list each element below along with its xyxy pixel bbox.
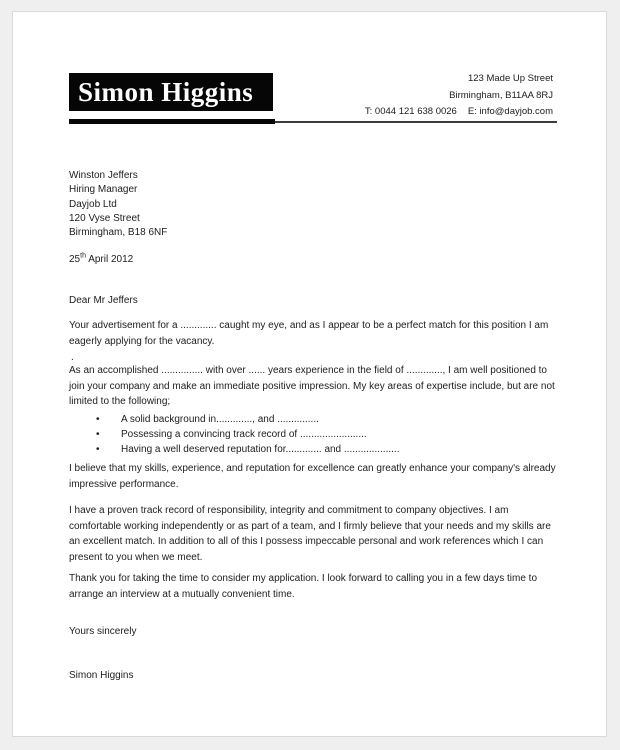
letterhead-name: Simon Higgins	[78, 76, 254, 107]
bullet-icon: •	[96, 429, 100, 440]
bullet-icon: •	[96, 444, 100, 455]
divider-thick-line	[69, 119, 275, 124]
date-ordinal: th	[80, 252, 86, 260]
paragraph-intro: Your advertisement for a ............. caught my eye, and as I appear to be a perfect match for this position I am eagerly applying for the vacancy.	[69, 320, 549, 347]
paragraph-skills: I believe that my skills, experience, and reputation for excellence can greatly enhance your company's already impressive performance.	[69, 463, 556, 490]
bullet-item	[96, 412, 556, 427]
paragraph-track-record: I have a proven track record of responsibility, integrity and commitment to company objectives. I am comfortable working independently or as part of a team, and I firmly believe that your needs and my skills are an excellent match. In addition to all of this I possess impeccable personal and work references which I can present to you when we meet.	[69, 505, 551, 563]
valediction: Yours sincerely	[69, 626, 137, 637]
bullet-icon: •	[96, 414, 100, 425]
recipient-address-block	[69, 169, 167, 240]
signature-name: Simon Higgins	[69, 670, 134, 681]
letter-page	[12, 11, 607, 737]
date-rest: April 2012	[85, 254, 134, 265]
letter-date	[69, 252, 133, 268]
bullet-item	[96, 427, 556, 442]
letterhead-contact-block	[365, 71, 553, 121]
paragraph-experience: As an accomplished ............... with over ...... years experience in the field of ............., I am well positioned to join your company and make an immediate positive impression. My key areas of expertise include, but are not limited to the following;	[69, 365, 555, 407]
letterhead-divider	[69, 119, 557, 125]
salutation: Dear Mr Jeffers	[69, 295, 138, 306]
expertise-bullet-list	[96, 412, 556, 457]
contact-email: E: info@dayjob.com	[467, 106, 553, 117]
recipient-name: Winston Jeffers	[69, 170, 138, 181]
bullet-text: Possessing a convincing track record of ........................	[121, 429, 367, 440]
bullet-item	[96, 442, 556, 457]
stray-period: .	[71, 352, 74, 363]
contact-street: 123 Made Up Street	[467, 73, 553, 84]
bullet-text: A solid background in............., and ...............	[121, 414, 319, 425]
bullet-text: Having a well deserved reputation for............. and ....................	[121, 444, 400, 455]
contact-phone: T: 0044 121 638 0026	[364, 106, 457, 117]
letterhead-name-box	[69, 73, 273, 111]
date-day: 25	[69, 254, 81, 265]
recipient-street: 120 Vyse Street	[69, 212, 140, 224]
paragraph-thanks: Thank you for taking the time to consider my application. I look forward to calling you in a few days time to arrange an interview at a mutually convenient time.	[69, 573, 538, 600]
recipient-city: Birmingham, B18 6NF	[69, 227, 168, 239]
contact-city: Birmingham, B11AA 8RJ	[449, 89, 553, 101]
recipient-company: Dayjob Ltd	[69, 198, 117, 210]
recipient-title: Hiring Manager	[69, 184, 138, 196]
